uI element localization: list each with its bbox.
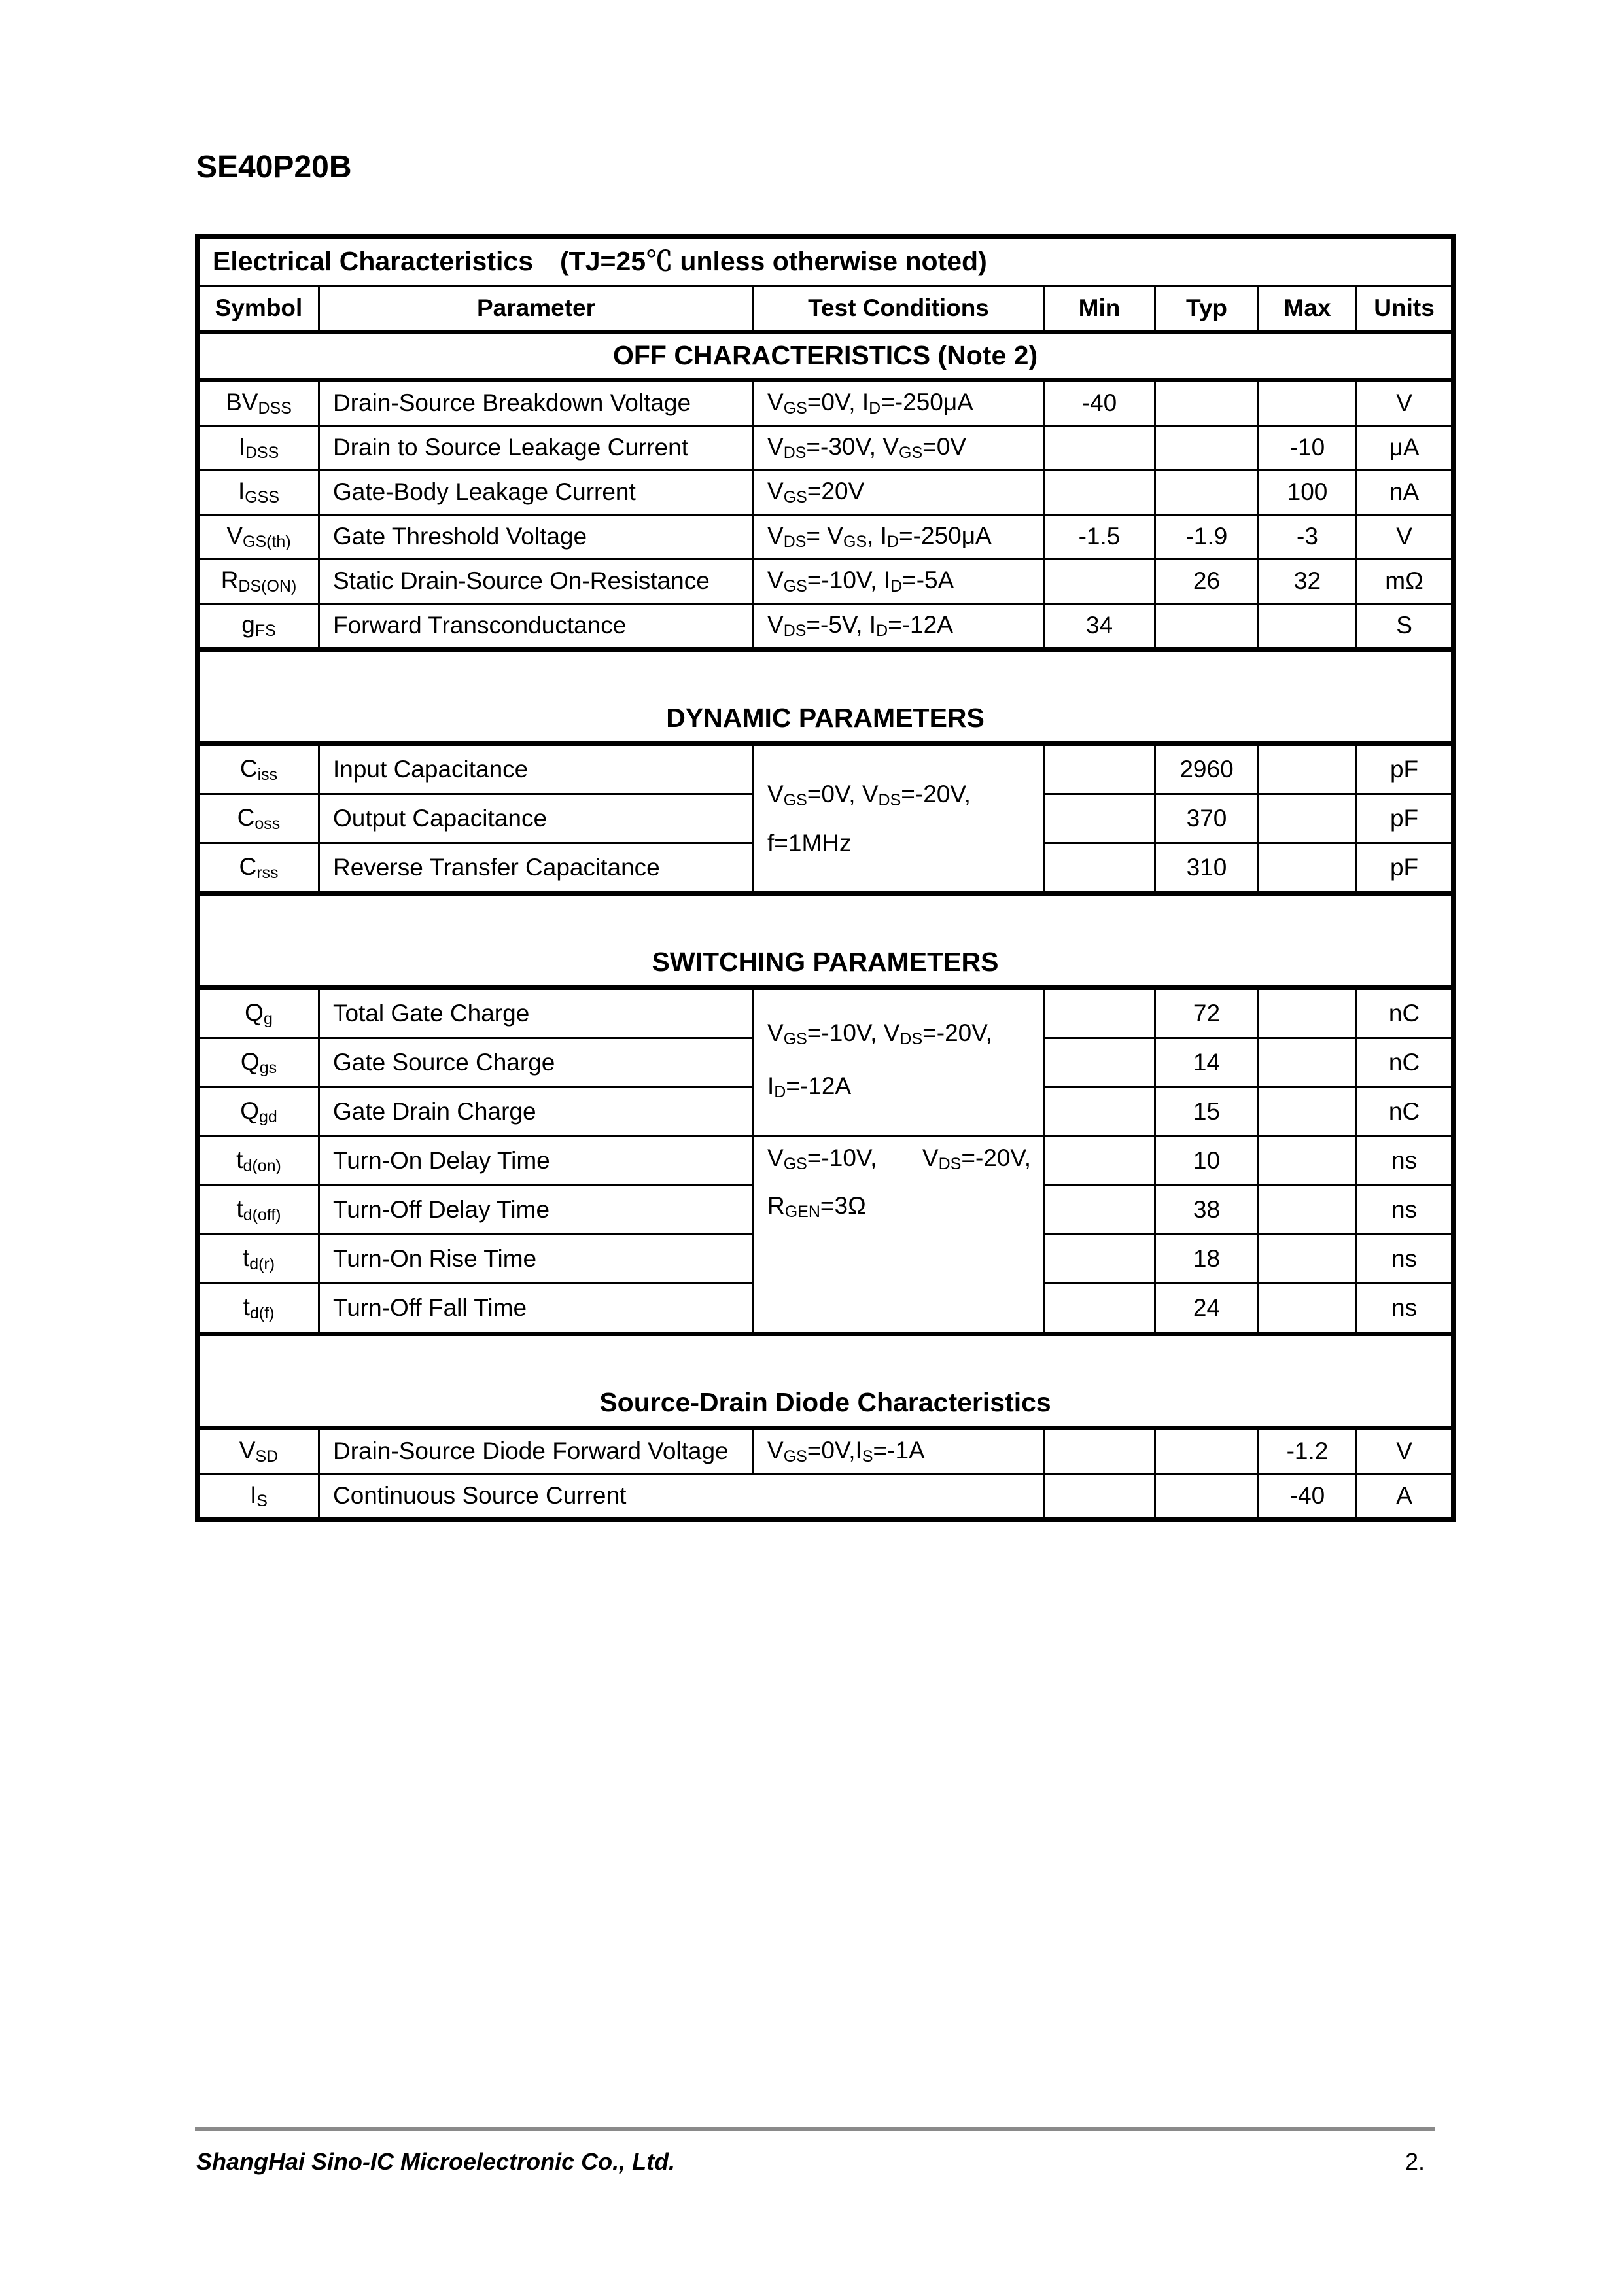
max-value (1259, 604, 1357, 650)
unit-value: pF (1357, 794, 1454, 843)
symbol-cell (198, 1284, 319, 1334)
symbol-subscript: S (256, 1492, 268, 1511)
test-condition-cell (754, 426, 1044, 470)
symbol-cell (198, 426, 319, 470)
parameter-cell: Total Gate Charge (319, 988, 754, 1038)
parameter-cell: Drain to Source Leakage Current (319, 426, 754, 470)
max-value (1259, 744, 1357, 794)
max-value (1259, 988, 1357, 1038)
symbol-subscript: gd (258, 1107, 277, 1126)
min-value (1044, 1235, 1155, 1284)
symbol-letter: t (243, 1293, 250, 1320)
condition-text: =3Ω (820, 1192, 866, 1219)
condition-text: =0V, V (807, 780, 879, 807)
min-value (1044, 744, 1155, 794)
condition-text: =-10V, V (807, 1019, 900, 1046)
condition-text: V (767, 1144, 784, 1171)
symbol-subscript: FS (254, 622, 276, 641)
header-min: Min (1044, 286, 1155, 332)
max-value (1259, 1087, 1357, 1137)
symbol-cell (198, 604, 319, 650)
typ-value: 24 (1155, 1284, 1259, 1334)
parameter-cell: Input Capacitance (319, 744, 754, 794)
condition-text: V (767, 433, 784, 461)
test-condition-cell (754, 470, 1044, 515)
max-value (1259, 1235, 1357, 1284)
parameter-cell: Gate Threshold Voltage (319, 515, 754, 559)
condition-text: =-5V, I (806, 611, 877, 639)
symbol-letter: Q (240, 1048, 260, 1075)
symbol-letter: I (237, 478, 245, 505)
symbol-subscript: DS(ON) (238, 577, 297, 596)
condition-text: V (767, 1019, 784, 1046)
symbol-subscript: gs (259, 1058, 277, 1077)
parameter-cell: Reverse Transfer Capacitance (319, 843, 754, 894)
test-condition-cell (754, 380, 1044, 426)
typ-value: 370 (1155, 794, 1259, 843)
max-value (1259, 843, 1357, 894)
condition-subscript: D (869, 399, 881, 418)
unit-value: V (1357, 380, 1454, 426)
parameter-cell: Drain-Source Breakdown Voltage (319, 380, 754, 426)
unit-value: ns (1357, 1235, 1454, 1284)
parameter-cell: Turn-Off Delay Time (319, 1186, 754, 1235)
condition-text: = V (806, 522, 843, 550)
parameter-cell: Turn-Off Fall Time (319, 1284, 754, 1334)
symbol-subscript: rss (256, 863, 279, 882)
min-value (1044, 1284, 1155, 1334)
condition-subscript: DS (938, 1155, 962, 1173)
unit-value: V (1357, 515, 1454, 559)
condition-text: =0V (922, 433, 967, 461)
header-units: Units (1357, 286, 1454, 332)
header-parameter: Parameter (319, 286, 754, 332)
symbol-letter: t (236, 1146, 243, 1173)
min-value (1044, 1428, 1155, 1474)
condition-text: V (767, 1437, 784, 1464)
typ-value: 310 (1155, 843, 1259, 894)
symbol-letter: I (238, 433, 245, 461)
condition-subscript: GS (783, 790, 807, 809)
section-dynamic-parameters (198, 650, 1454, 744)
parameter-cell: Drain-Source Diode Forward Voltage (319, 1428, 754, 1474)
symbol-cell (198, 1087, 319, 1137)
parameter-cell: Gate-Body Leakage Current (319, 470, 754, 515)
symbol-letter: C (237, 804, 255, 831)
condition-subscript: DS (899, 1030, 923, 1048)
symbol-subscript: d(r) (249, 1254, 275, 1273)
symbol-subscript: d(off) (243, 1205, 281, 1224)
condition-text: R (767, 1192, 785, 1219)
symbol-subscript: SD (255, 1447, 279, 1466)
symbol-subscript: GSS (245, 488, 280, 507)
symbol-letter: Q (240, 1097, 259, 1124)
section-heading: OFF CHARACTERISTICS (Note 2) (198, 332, 1454, 380)
condition-subscript: GS (783, 1030, 807, 1048)
unit-value: nC (1357, 988, 1454, 1038)
symbol-letter: BV (226, 389, 258, 416)
max-value: -10 (1259, 426, 1357, 470)
condition-text: =-10V, I (807, 567, 891, 594)
parameter-cell: Static Drain-Source On-Resistance (319, 559, 754, 604)
min-value (1044, 559, 1155, 604)
unit-value: ns (1357, 1137, 1454, 1186)
max-value (1259, 1186, 1357, 1235)
symbol-subscript: DSS (258, 399, 292, 418)
table-row (198, 1137, 1454, 1186)
condition-text: =-12A (888, 611, 953, 639)
condition-text: =-12A (786, 1072, 852, 1099)
symbol-cell (198, 515, 319, 559)
symbol-cell (198, 988, 319, 1038)
condition-text: =-10V, (807, 1144, 877, 1171)
max-value (1259, 1137, 1357, 1186)
condition-text: =0V, I (807, 389, 869, 416)
typ-value: -1.9 (1155, 515, 1259, 559)
symbol-subscript: g (263, 1009, 273, 1028)
typ-value: 38 (1155, 1186, 1259, 1235)
symbol-cell (198, 1186, 319, 1235)
symbol-cell (198, 1474, 319, 1520)
page-number: 2. (1405, 2148, 1425, 2175)
test-condition-cell (754, 744, 1044, 894)
max-value (1259, 794, 1357, 843)
table-row (198, 380, 1454, 426)
table-row (198, 426, 1454, 470)
unit-value: nC (1357, 1087, 1454, 1137)
column-header-row (198, 286, 1454, 332)
condition-text: V (767, 478, 784, 505)
condition-text: V (767, 567, 784, 594)
condition-line (767, 1010, 1043, 1063)
max-value (1259, 1038, 1357, 1087)
unit-value: ns (1357, 1284, 1454, 1334)
max-value: 32 (1259, 559, 1357, 604)
min-value (1044, 988, 1155, 1038)
table-row (198, 470, 1454, 515)
condition-subscript: DS (783, 444, 807, 463)
min-value (1044, 1087, 1155, 1137)
condition-subscript: GS (783, 1447, 807, 1466)
unit-value: nA (1357, 470, 1454, 515)
symbol-letter: V (239, 1437, 256, 1464)
table-title: Electrical Characteristics (TJ=25℃ unless otherwise noted) (198, 237, 1454, 286)
test-condition-cell (754, 1428, 1044, 1474)
condition-text: =-250μA (899, 522, 992, 550)
condition-subscript: GS (783, 488, 807, 507)
typ-value: 15 (1155, 1087, 1259, 1137)
condition-subscript: D (876, 622, 888, 641)
symbol-subscript: d(on) (243, 1156, 281, 1175)
header-symbol: Symbol (198, 286, 319, 332)
condition-text: =-20V, (961, 1144, 1031, 1171)
max-value (1259, 380, 1357, 426)
min-value (1044, 1474, 1155, 1520)
min-value (1044, 1137, 1155, 1186)
unit-value: mΩ (1357, 559, 1454, 604)
section-heading: Source-Drain Diode Characteristics (198, 1334, 1454, 1428)
symbol-cell (198, 794, 319, 843)
header-typ: Typ (1155, 286, 1259, 332)
condition-text: =-250μA (881, 389, 973, 416)
condition-text: =-1A (873, 1437, 925, 1464)
footer-company-name: ShangHai Sino-IC Microelectronic Co., Ltd. (196, 2148, 676, 2175)
typ-value: 10 (1155, 1137, 1259, 1186)
header-test-conditions: Test Conditions (754, 286, 1044, 332)
symbol-cell (198, 1235, 319, 1284)
min-value: 34 (1044, 604, 1155, 650)
symbol-subscript: oss (254, 814, 281, 833)
section-heading: SWITCHING PARAMETERS (198, 894, 1454, 988)
typ-value: 2960 (1155, 744, 1259, 794)
table-row (198, 1428, 1454, 1474)
symbol-cell (198, 1137, 319, 1186)
min-value: -40 (1044, 380, 1155, 426)
max-value: -3 (1259, 515, 1357, 559)
symbol-letter: C (239, 853, 257, 880)
min-value (1044, 843, 1155, 894)
header-max: Max (1259, 286, 1357, 332)
condition-text: V (767, 389, 784, 416)
parameter-cell: Forward Transconductance (319, 604, 754, 650)
condition-subscript: GS (783, 399, 807, 418)
symbol-letter: V (226, 522, 243, 550)
electrical-characteristics-table (195, 234, 1451, 1522)
typ-value (1155, 380, 1259, 426)
symbol-subscript: DSS (245, 444, 279, 463)
condition-subscript: GS (899, 444, 923, 463)
symbol-letter: C (239, 754, 258, 782)
symbol-letter: t (236, 1195, 243, 1222)
symbol-cell (198, 380, 319, 426)
table-row (198, 744, 1454, 794)
parameter-cell: Gate Source Charge (319, 1038, 754, 1087)
parameter-cell: Continuous Source Current (319, 1474, 1044, 1520)
condition-line (767, 1185, 1031, 1233)
typ-value (1155, 1474, 1259, 1520)
test-condition-cell (754, 559, 1044, 604)
condition-text: V (767, 522, 784, 550)
symbol-cell (198, 843, 319, 894)
min-value (1044, 1038, 1155, 1087)
condition-text: =-20V, (901, 780, 971, 807)
condition-subscript: DS (783, 622, 807, 641)
table-row (198, 515, 1454, 559)
condition-subscript: GS (783, 577, 807, 596)
table-row (198, 1474, 1454, 1520)
condition-subscript: S (862, 1447, 873, 1466)
unit-value: pF (1357, 843, 1454, 894)
condition-text: V (922, 1144, 939, 1171)
condition-subscript: DS (878, 790, 901, 809)
unit-value: V (1357, 1428, 1454, 1474)
condition-subscript: GEN (784, 1203, 820, 1221)
typ-value (1155, 1428, 1259, 1474)
condition-line: f=1MHz (767, 829, 852, 857)
min-value (1044, 426, 1155, 470)
condition-subscript: D (890, 577, 903, 596)
section-switching-parameters (198, 894, 1454, 988)
parameter-cell: Turn-On Rise Time (319, 1235, 754, 1284)
min-value (1044, 470, 1155, 515)
typ-value (1155, 426, 1259, 470)
unit-value: pF (1357, 744, 1454, 794)
symbol-cell (198, 744, 319, 794)
table-row (198, 988, 1454, 1038)
unit-value: nC (1357, 1038, 1454, 1087)
test-condition-cell (754, 515, 1044, 559)
symbol-subscript: iss (257, 765, 278, 784)
test-condition-cell (754, 1137, 1044, 1334)
symbol-letter: Q (245, 998, 264, 1026)
max-value (1259, 1284, 1357, 1334)
parameter-cell: Output Capacitance (319, 794, 754, 843)
unit-value: A (1357, 1474, 1454, 1520)
typ-value: 14 (1155, 1038, 1259, 1087)
table-row (198, 559, 1454, 604)
condition-subscript: GS (843, 533, 867, 552)
symbol-letter: g (241, 611, 255, 639)
parameter-cell: Turn-On Delay Time (319, 1137, 754, 1186)
symbol-subscript: GS(th) (243, 533, 291, 552)
symbol-cell (198, 1428, 319, 1474)
typ-value: 18 (1155, 1235, 1259, 1284)
condition-text: I (767, 1072, 775, 1099)
min-value (1044, 794, 1155, 843)
condition-text: =20V (807, 478, 865, 505)
unit-value: ns (1357, 1186, 1454, 1235)
min-value (1044, 1186, 1155, 1235)
condition-text: V (767, 611, 784, 639)
condition-text: =-20V, (922, 1019, 992, 1046)
condition-text: =-5A (902, 567, 954, 594)
unit-value: S (1357, 604, 1454, 650)
condition-text: =0V,I (807, 1437, 862, 1464)
test-condition-cell (754, 988, 1044, 1137)
typ-value (1155, 604, 1259, 650)
typ-value: 72 (1155, 988, 1259, 1038)
condition-subscript: D (774, 1083, 786, 1101)
section-source-drain-diode (198, 1334, 1454, 1428)
condition-subscript: DS (783, 533, 807, 552)
max-value: -40 (1259, 1474, 1357, 1520)
unit-value: μA (1357, 426, 1454, 470)
typ-value (1155, 470, 1259, 515)
symbol-letter: t (242, 1244, 250, 1271)
condition-line (767, 1063, 1043, 1116)
typ-value: 26 (1155, 559, 1259, 604)
condition-text: V (767, 780, 784, 807)
condition-line (767, 773, 1043, 822)
condition-part (767, 1137, 877, 1185)
part-number: SE40P20B (196, 150, 352, 185)
condition-subscript: GS (783, 1155, 807, 1173)
symbol-subscript: d(f) (249, 1303, 275, 1322)
max-value: -1.2 (1259, 1428, 1357, 1474)
symbol-cell (198, 1038, 319, 1087)
footer-divider (195, 2127, 1435, 2131)
symbol-letter: I (250, 1481, 257, 1509)
condition-text: =-30V, V (806, 433, 899, 461)
condition-part (922, 1137, 1031, 1185)
condition-subscript: D (886, 533, 899, 552)
test-condition-cell (754, 604, 1044, 650)
condition-line (767, 1137, 1031, 1185)
section-off-characteristics (198, 332, 1454, 380)
table-row (198, 604, 1454, 650)
symbol-letter: R (220, 567, 239, 594)
section-heading: DYNAMIC PARAMETERS (198, 650, 1454, 744)
symbol-cell (198, 470, 319, 515)
symbol-cell (198, 559, 319, 604)
condition-text: , I (867, 522, 887, 550)
parameter-cell: Gate Drain Charge (319, 1087, 754, 1137)
max-value: 100 (1259, 470, 1357, 515)
min-value: -1.5 (1044, 515, 1155, 559)
